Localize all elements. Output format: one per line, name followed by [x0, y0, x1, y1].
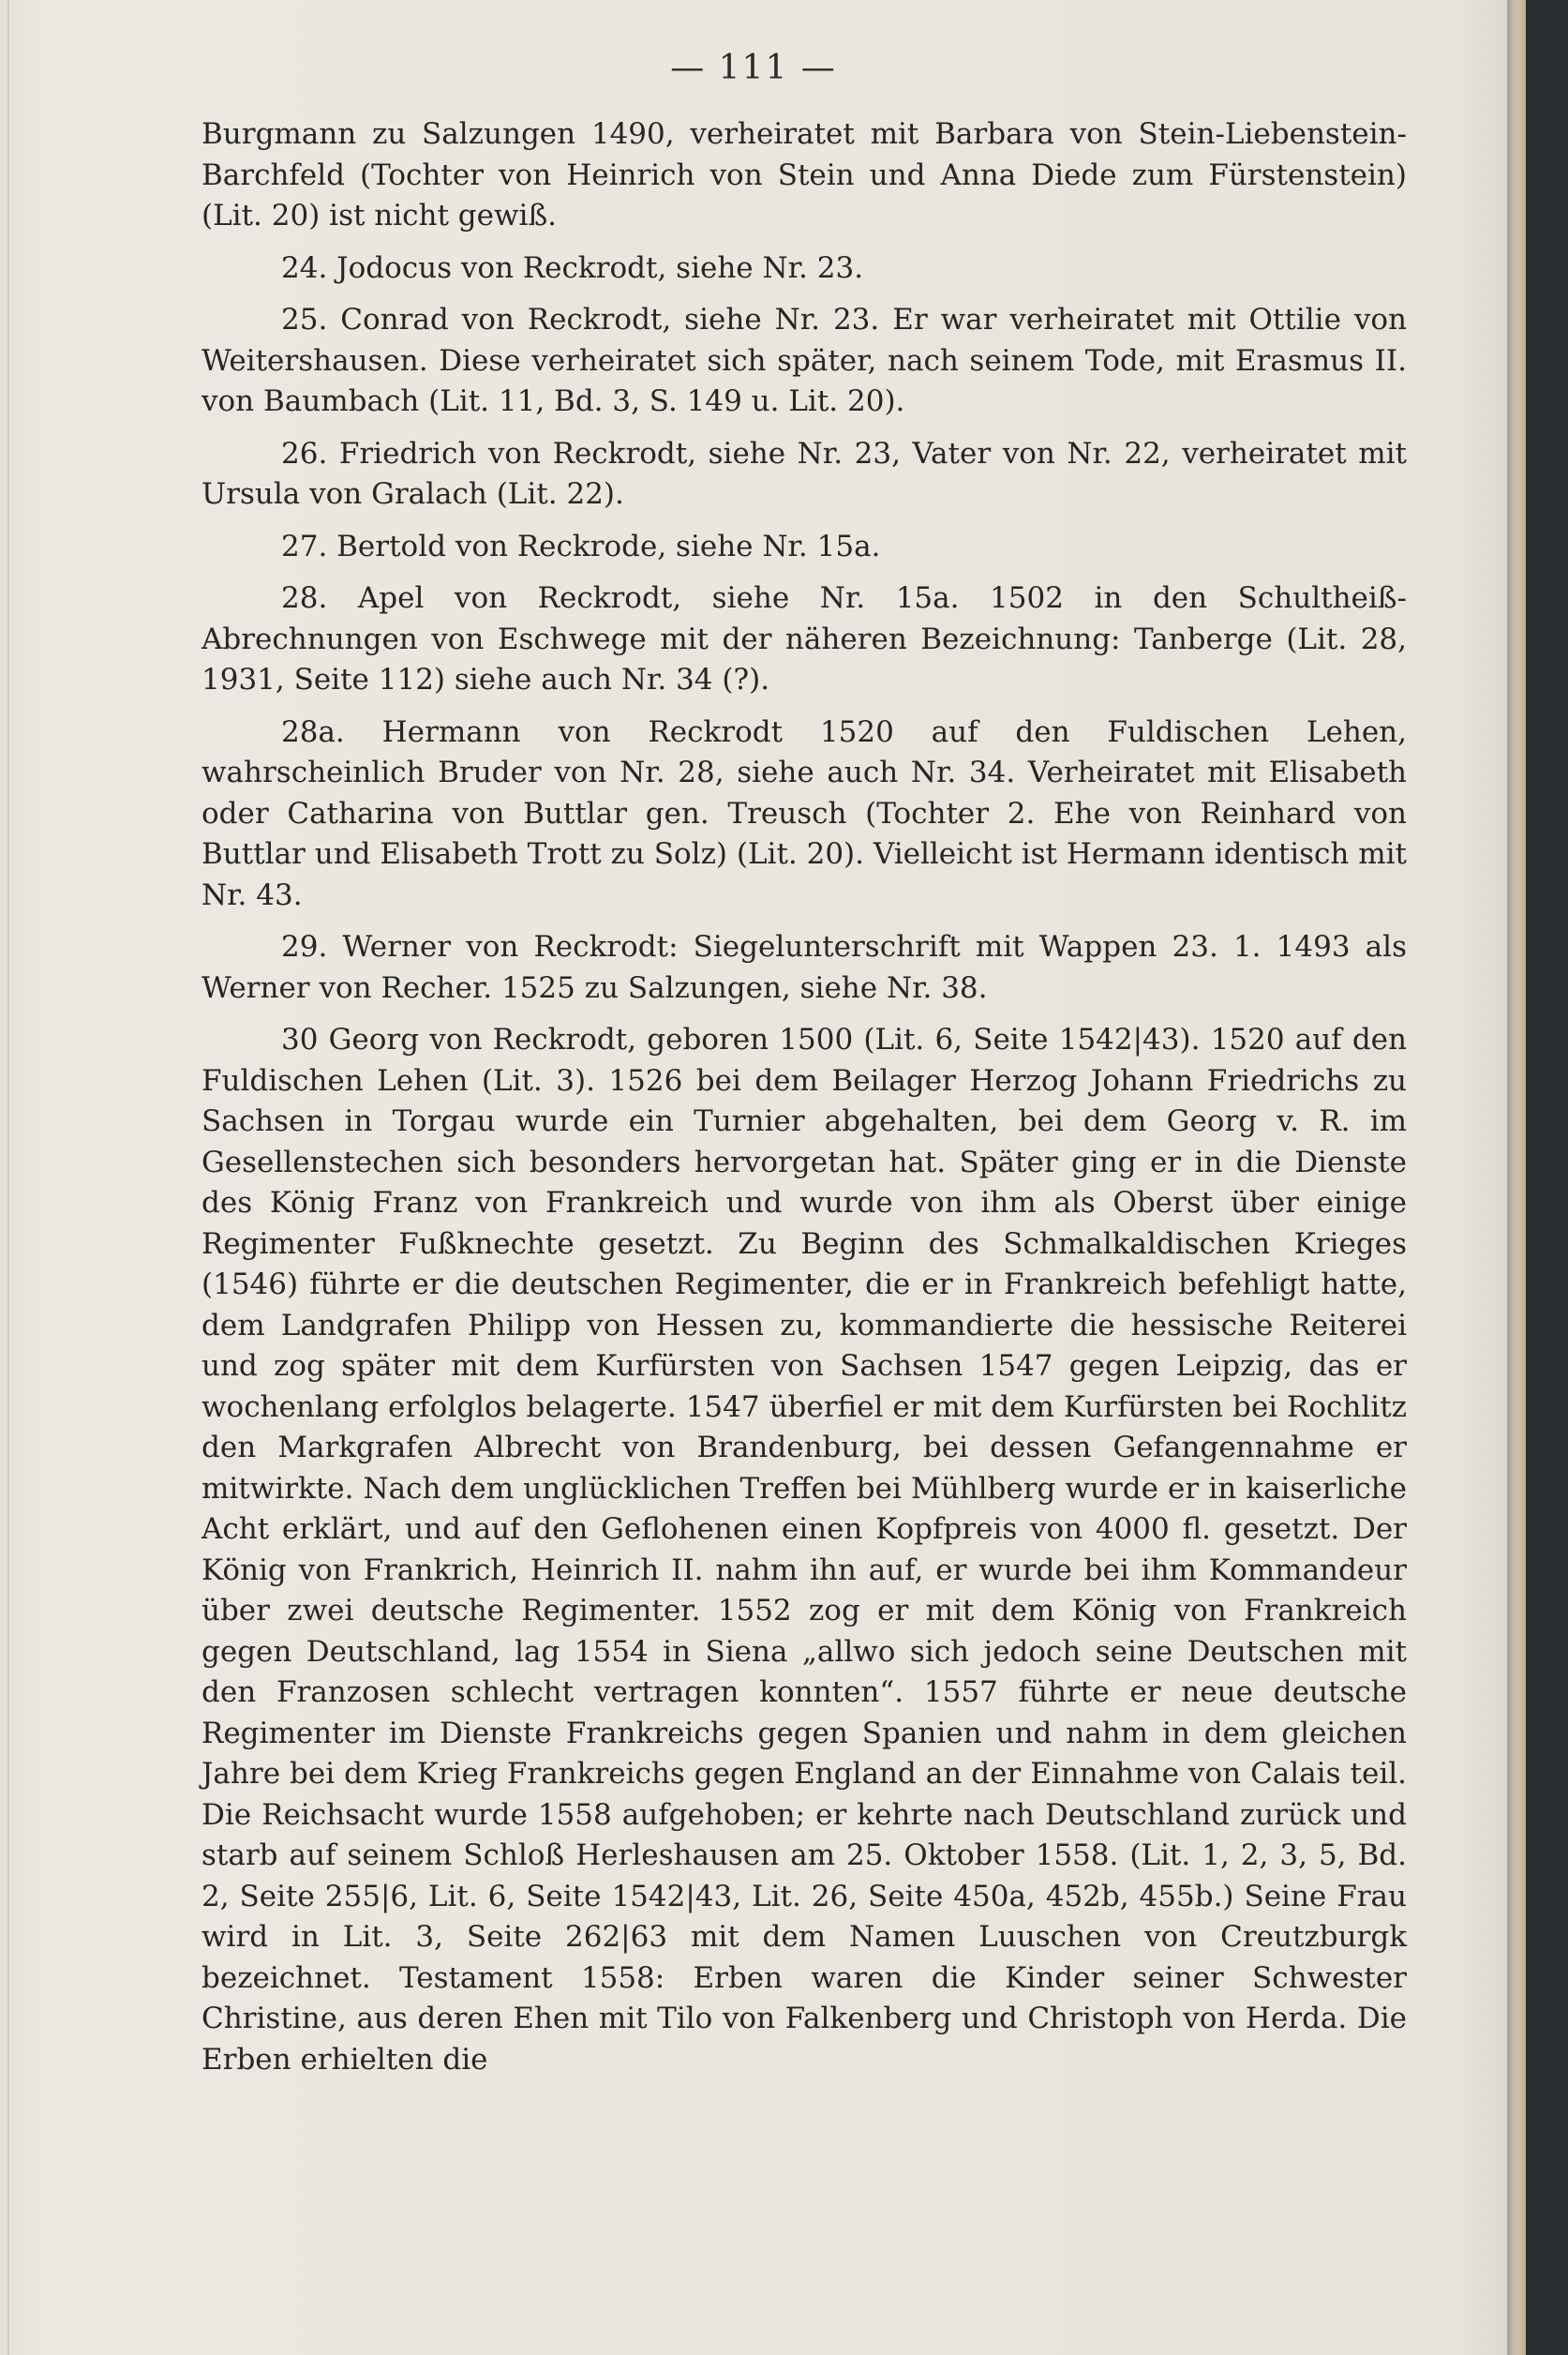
entry-28: 28. Apel von Reckrodt, siehe Nr. 15a. 1502 in den Schultheiß-Abrechnungen von Eschwege mit der näheren Bezeichnung: Tanberge (Lit. 28, 1931, Seite 112) siehe auch Nr. 34 (?).	[202, 581, 1407, 697]
entry-29: 29. Werner von Reckrodt: Siegelunterschrift mit Wappen 23. 1. 1493 als Werner von Recher. 1525 zu Salzungen, siehe Nr. 38.	[202, 930, 1407, 1005]
entry-30: 30 Georg von Reckrodt, geboren 1500 (Lit. 6, Seite 1542|43). 1520 auf den Fuldischen Lehen (Lit. 3). 1526 bei dem Beilager Herzog Johann Friedrichs zu Sachsen in Torgau wurde ein Turnier abgehalten, bei dem Georg v. R. im Gesellenstechen sich besonders hervorgetan hat. Später ging er in die Dienste des König Franz von Frankreich und wurde von ihm als Oberst über einige Regimenter Fußknechte gesetzt. Zu Beginn des Schmalkaldischen Krieges (1546) führte er die deutschen Regimenter, die er in Frankreich befehligt hatte, dem Landgrafen Philipp von Hessen zu, kommandierte die hessische Reiterei und zog später mit dem Kurfürsten von Sachsen 1547 gegen Leipzig, das er wochenlang erfolglos belagerte. 1547 überfiel er mit dem Kurfürsten bei Rochlitz den Markgrafen Albrecht von Brandenburg, bei dessen Gefangennahme er mitwirkte. Nach dem unglücklichen Treffen bei Mühlberg wurde er in kaiserliche Acht erklärt, und auf den Geflohenen einen Kopfpreis von 4000 fl. gesetzt. Der König von Frankrich, Heinrich II. nahm ihn auf, er wurde bei ihm Kommandeur über zwei deutsche Regimenter. 1552 zog er mit dem König von Frankreich gegen Deutschland, lag 1554 in Siena „allwo sich jedoch seine Deutschen mit den Franzosen schlecht vertragen konnten“. 1557 führte er neue deutsche Regimenter im Dienste Frankreichs gegen Spanien und nahm in dem gleichen Jahre bei dem Krieg Frankreichs gegen England an der Einnahme von Calais teil. Die Reichsacht wurde 1558 aufgehoben; er kehrte nach Deutschland zurück und starb auf seinem Schloß Herleshausen am 25. Oktober 1558. (Lit. 1, 2, 3, 5, Bd. 2, Seite 255|6, Lit. 6, Seite 1542|43, Lit. 26, Seite 450a, 452b, 455b.) Seine Frau wird in Lit. 3, Seite 262|63 mit dem Namen Luuschen von Creutzburgk bezeichnet. Testament 1558: Erben waren die Kinder seiner Schwester Christine, aus deren Ehen mit Tilo von Falkenberg und Christoph von Herda. Die Erben erhielten die	[202, 1023, 1407, 2077]
page-binding-edge	[7, 0, 9, 2355]
entry-25: 25. Conrad von Reckrodt, siehe Nr. 23. Er war verheiratet mit Ottilie von Weitershausen. Diese verheiratet sich später, nach seinem Tode, mit Erasmus II. von Baumbach (Lit. 11, Bd. 3, S. 149 u. Lit. 20).	[202, 303, 1407, 418]
body-text	[202, 114, 1407, 2092]
entry-26: 26. Friedrich von Reckrodt, siehe Nr. 23, Vater von Nr. 22, verheiratet mit Ursula von Gralach (Lit. 22).	[202, 436, 1407, 511]
entry-27: 27. Bertold von Reckrode, siehe Nr. 15a.	[281, 529, 881, 563]
entry-24: 24. Jodocus von Reckrodt, siehe Nr. 23.	[281, 250, 864, 285]
page-number: — 111 —	[670, 49, 837, 87]
entry-28a: 28a. Hermann von Reckrodt 1520 auf den Fuldischen Lehen, wahrscheinlich Bruder von Nr. 28, siehe auch Nr. 34. Verheiratet mit Elisabeth oder Catharina von Buttlar gen. Treusch (Tochter 2. Ehe von Reinhard von Buttlar und Elisabeth Trott zu Solz) (Lit. 20). Vielleicht ist Hermann identisch mit Nr. 43.	[202, 714, 1407, 912]
page-fore-edge	[1507, 0, 1526, 2355]
paragraph-continuation: Burgmann zu Salzungen 1490, verheiratet mit Barbara von Stein-Liebenstein-Barchfeld (Tochter von Heinrich von Stein und Anna Diede zum Fürstenstein) (Lit. 20) ist nicht gewiß.	[202, 117, 1407, 232]
